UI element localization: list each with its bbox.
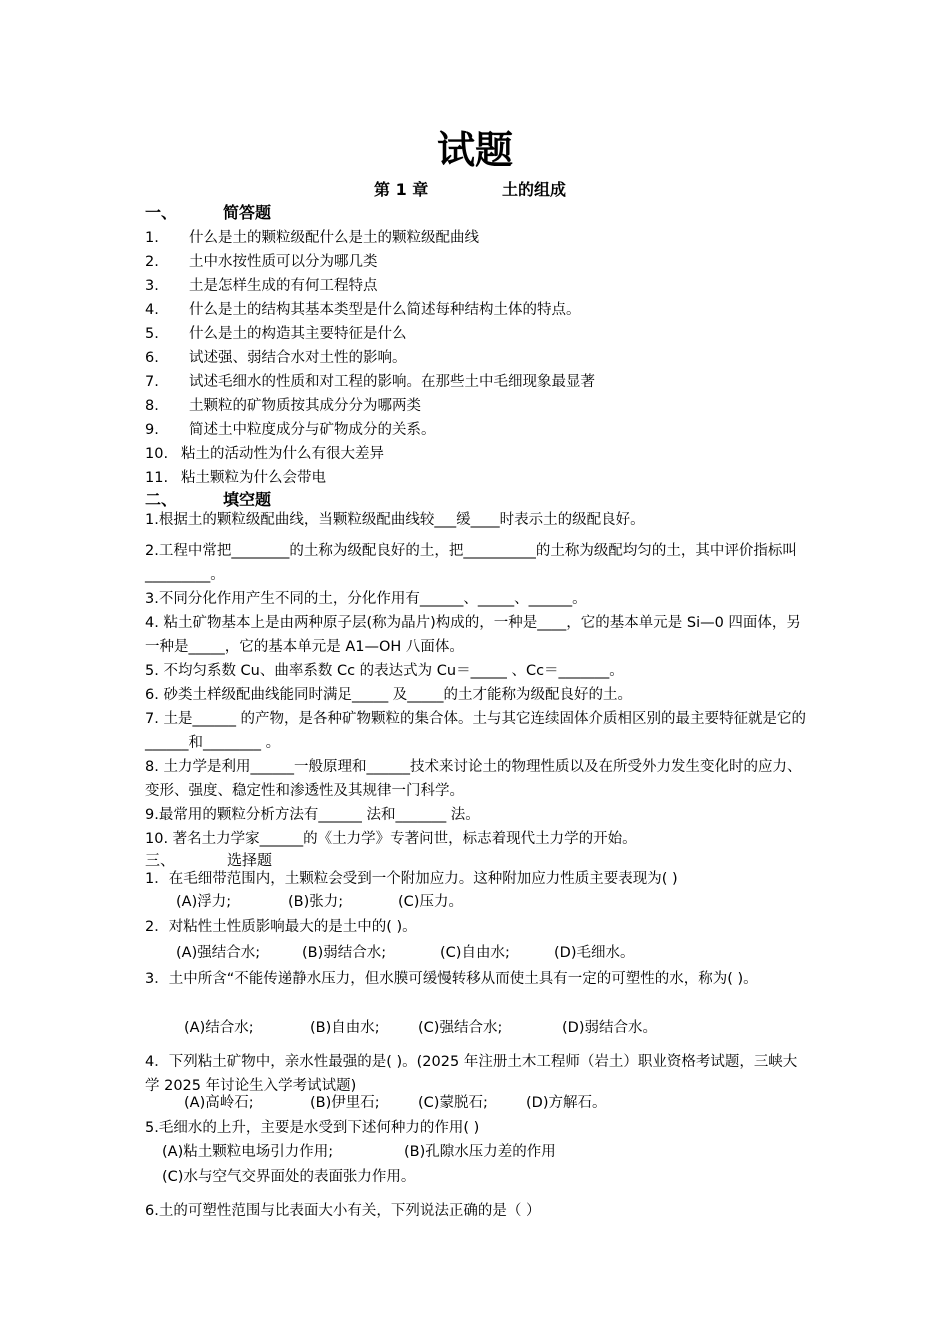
fill-blank-item: 8. 土力学是利用______一般原理和______技术来讨论土的物理性质以及在所受外力发生变化时的应力、变形、强度、稳定性和渗透性及其规律一门科学。 [145, 759, 802, 799]
short-answer-item: 10. 粘土的活动性为什么有很大差异 [145, 446, 384, 462]
choice-option: (C)压力。 [398, 894, 463, 910]
section-name: 选择题 [227, 851, 273, 869]
choice-option: (D)方解石。 [526, 1095, 607, 1111]
choice-question-stem: 5.毛细水的上升，主要是水受到下述何种力的作用( ) [145, 1120, 480, 1136]
section-heading-fill-blank [145, 490, 271, 510]
short-answer-item: 11. 粘土颗粒为什么会带电 [145, 470, 326, 486]
short-answer-item: 4. 什么是土的结构其基本类型是什么简述每种结构土体的特点。 [145, 302, 581, 318]
fill-blank-item: 5. 不均匀系数 Cu、曲率系数 Cc 的表达式为 Cu＝_____ 、Cc＝_______。 [145, 663, 624, 679]
chapter-name: 土的组成 [502, 180, 567, 199]
short-answer-item: 3. 土是怎样生成的有何工程特点 [145, 278, 378, 294]
choice-option: (D)毛细水。 [554, 945, 635, 961]
short-answer-item: 1. 什么是土的颗粒级配什么是土的颗粒级配曲线 [145, 230, 479, 246]
choice-option: (A)结合水; [184, 1020, 254, 1036]
choice-question-stem: 6.土的可塑性范围与比表面大小有关，下列说法正确的是（ ） [145, 1203, 541, 1219]
fill-blank-item: 9.最常用的颗粒分析方法有______ 法和_______ 法。 [145, 807, 480, 823]
choice-option: (A)粘土颗粒电场引力作用; [162, 1144, 334, 1160]
section-name: 填空题 [223, 490, 272, 509]
chapter-heading [374, 177, 566, 200]
section-number: 一、 [145, 203, 178, 222]
choice-option: (C)水与空气交界面处的表面张力作用。 [162, 1169, 416, 1185]
short-answer-item: 2. 土中水按性质可以分为哪几类 [145, 254, 378, 270]
short-answer-item: 7. 试述毛细水的性质和对工程的影响。在那些土中毛细现象最显著 [145, 374, 595, 390]
fill-blank-item: 2.工程中常把________的土称为级配良好的土，把__________的土称为级配均匀的土，其中评价指标叫_________。 [145, 543, 797, 583]
choice-option: (A)强结合水; [176, 945, 261, 961]
fill-blank-item: 10. 著名土力学家______的《土力学》专著问世，标志着现代土力学的开始。 [145, 831, 637, 847]
choice-option: (D)弱结合水。 [562, 1020, 657, 1036]
choice-option: (C)蒙脱石; [418, 1095, 488, 1111]
short-answer-item: 9. 简述土中粒度成分与矿物成分的关系。 [145, 422, 436, 438]
section-heading-short-answer [145, 203, 271, 223]
choice-question-stem: 2．对粘性土性质影响最大的是土中的( )。 [145, 919, 417, 935]
section-number: 三、 [145, 851, 176, 869]
section-name: 简答题 [223, 203, 272, 222]
choice-option: (B)伊里石; [310, 1095, 380, 1111]
short-answer-item: 6. 试述强、弱结合水对土性的影响。 [145, 350, 407, 366]
short-answer-item: 8. 土颗粒的矿物质按其成分分为哪两类 [145, 398, 421, 414]
page-title: 试题 [436, 128, 513, 172]
fill-blank-item: 4. 粘土矿物基本上是由两种原子层(称为晶片)构成的，一种是____，它的基本单元是 Si—0 四面体，另一种是_____，它的基本单元是 A1—OH 八面体。 [145, 615, 801, 655]
chapter-number: 第 1 章 [374, 180, 429, 199]
choice-question-stem: 1．在毛细带范围内，土颗粒会受到一个附加应力。这种附加应力性质主要表现为( ) [145, 871, 678, 887]
fill-blank-item: 7. 土是______ 的产物，是各种矿物颗粒的集合体。土与其它连续固体介质相区别的最主要特征就是它的______和________ 。 [145, 711, 807, 751]
fill-blank-item: 1.根据土的颗粒级配曲线，当颗粒级配曲线较___缓____时表示土的级配良好。 [145, 512, 645, 528]
fill-blank-item: 6. 砂类土样级配曲线能同时满足_____ 及_____的土才能称为级配良好的土。 [145, 687, 633, 703]
fill-blank-item: 3.不同分化作用产生不同的土，分化作用有______、_____、______。 [145, 591, 587, 607]
choice-option: (C)强结合水; [418, 1020, 503, 1036]
choice-option: (B)张力; [288, 894, 344, 910]
choice-option: (C)自由水; [440, 945, 510, 961]
choice-option: (B)孔隙水压力差的作用 [404, 1144, 556, 1160]
choice-option: (B)弱结合水; [302, 945, 387, 961]
choice-option: (A)浮力; [176, 894, 232, 910]
section-number: 二、 [145, 490, 178, 509]
choice-option: (A)高岭石; [184, 1095, 254, 1111]
choice-question-stem: 4．下列粘土矿物中，亲水性最强的是( )。(2025 年注册土木工程师（岩土）职业资格考试题，三峡大学 2025 年讨论生入学考试试题) [145, 1054, 798, 1094]
short-answer-item: 5. 什么是土的构造其主要特征是什么 [145, 326, 407, 342]
choice-option: (B)自由水; [310, 1020, 380, 1036]
choice-question-stem: 3．土中所含“不能传递静水压力，但水膜可缓慢转移从而使土具有一定的可塑性的水，称为( )。 [145, 971, 758, 987]
